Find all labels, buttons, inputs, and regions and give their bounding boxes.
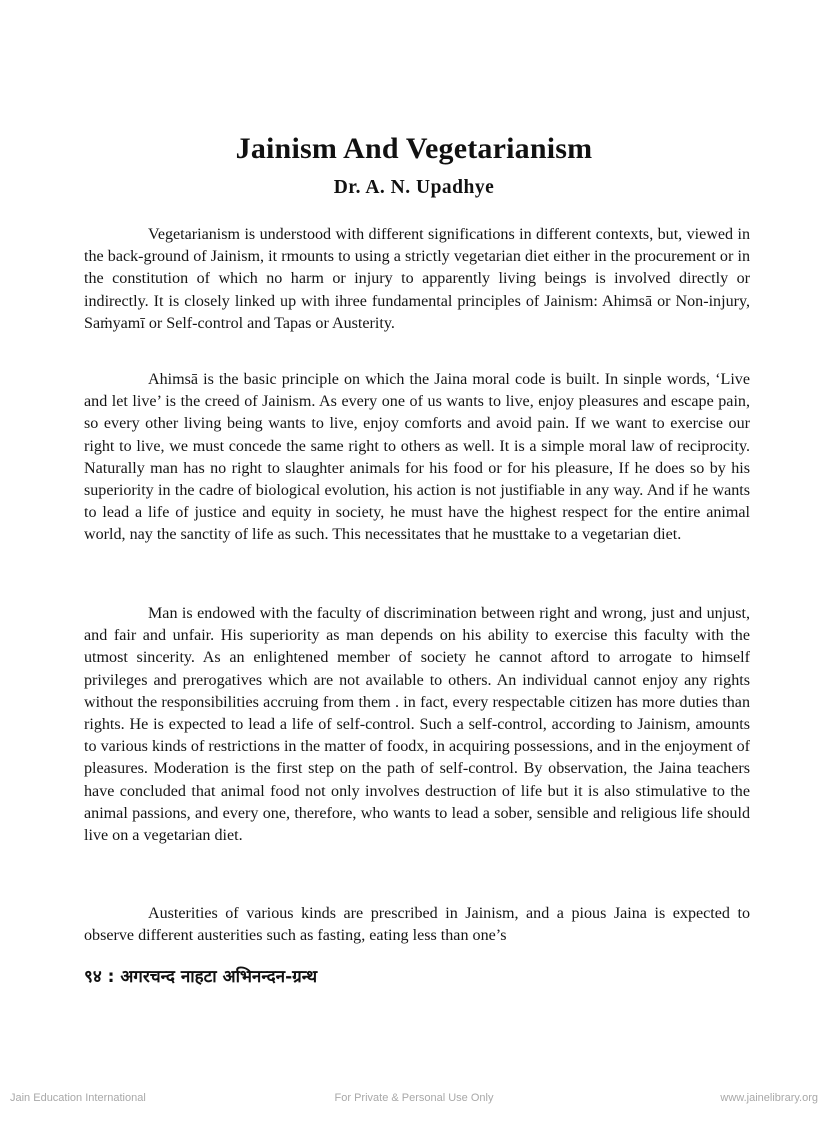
watermark-left: Jain Education International <box>10 1092 146 1104</box>
page-footer-hindi: ९४ : अगरचन्द नाहटा अभिनन्दन-ग्रन्थ <box>84 967 318 987</box>
paragraph-2: Ahimsā is the basic principle on which the Jaina moral code is built. In sinple words, ‘Live and let live’ is the creed of Jainism. As every one of us wants to live, enjoy pleasures and escape pain, so every other living being wants to live, enjoy comforts and avoid pain. If we want to exercise our right to live, we must concede the same right to others as well. It is a simple moral law of reciprocity. Naturally man has no right to slaughter animals for his food or for his pleasure, If he does so by his superiority in the cadre of biological evolution, his action is not justifiable in any way. And if he wants to lead a life of justice and equity in society, he must have the highest respect for the entire animal world, nay the sanctity of life as such. This necessitates that he musttake to a vegetarian diet. <box>84 371 750 544</box>
paragraph-4: Austerities of various kinds are prescribed in Jainism, and a pious Jaina is expected to observe different austerities such as fasting, eating less than one’s <box>84 905 750 945</box>
watermark-center: For Private & Personal Use Only <box>334 1092 494 1104</box>
paragraph-1: Vegetarianism is understood with different significations in different contexts, but, viewed in the back-ground of Jainism, it rmounts to using a strictly vegetarian diet either in the procurement or in the constitution of which no harm or injury to apparently living beings is involved directly or indirectly. It is closely linked up with ihree fundamental principles of Jainism: Ahimsā or Non-injury, Saṁyamī or Self-control and Tapas or Austerity. <box>84 226 750 332</box>
article-title: Jainism And Vegetarianism <box>235 132 593 165</box>
article-author: Dr. A. N. Upadhye <box>333 177 495 198</box>
watermark-right: www.jainelibrary.org <box>720 1092 818 1104</box>
paragraph-3: Man is endowed with the faculty of discrimination between right and wrong, just and unjust, and fair and unfair. His superiority as man depends on his ability to exercise this faculty with the utmost sincerity. As an enlightened member of society he cannot aftord to arrogate to himself privileges and prerogatives which are not available to others. An individual cannot enjoy any rights without the responsibilities accruing from them . in fact, every respectable citizen has more duties than rights. He is expected to lead a life of self-control. Such a self-control, according to Jainism, amounts to various kinds of restrictions in the matter of foodx, in acquiring possessions, and in the enjoyment of pleasures. Moderation is the first step on the path of self-control. By observation, the Jaina teachers have concluded that animal food not only involves destruction of life but it is also stimulative to the animal passions, and every one, therefore, who wants to lead a sober, sensible and religious life should live on a vegetarian diet. <box>84 605 750 845</box>
